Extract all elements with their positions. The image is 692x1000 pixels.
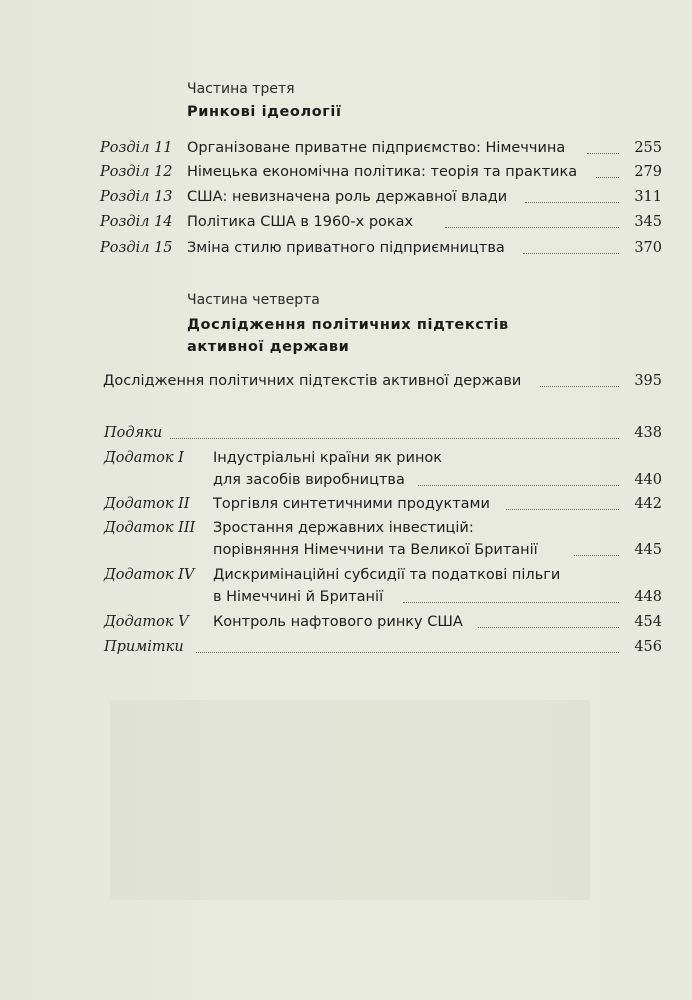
toc-entry-chapter-15[interactable] <box>0 240 692 264</box>
toc-entry-chapter-12[interactable] <box>0 164 692 188</box>
chapter-label: Розділ 15 <box>100 240 173 256</box>
appendix-title-line2: порівняння Німеччини та Великої Британії <box>213 542 538 558</box>
toc-entry-part-four[interactable] <box>0 373 692 397</box>
toc-entry-chapter-13[interactable] <box>0 189 692 213</box>
chapter-label: Розділ 14 <box>100 214 173 230</box>
toc-entry-appendix-5[interactable] <box>0 614 692 638</box>
page-number: 440 <box>634 472 662 488</box>
bleed-through <box>110 700 590 900</box>
toc-entry-appendix-4[interactable] <box>0 567 692 613</box>
toc-entry-appendix-3[interactable] <box>0 520 692 566</box>
appendix-title-line1: Індустріальні країни як ринок <box>213 450 443 466</box>
appendix-label: Додаток II <box>104 496 190 512</box>
page-number: 345 <box>634 214 662 230</box>
page-number: 279 <box>634 164 662 180</box>
page-number: 438 <box>634 425 662 441</box>
chapter-label: Розділ 11 <box>100 140 173 156</box>
dot-leader <box>523 253 619 254</box>
page-number: 311 <box>634 189 662 205</box>
chapter-title: Організоване приватне підприємство: Німеччина <box>187 140 566 156</box>
dot-leader <box>196 652 619 653</box>
page-number: 448 <box>634 589 662 605</box>
dot-leader <box>574 555 619 556</box>
appendix-title-line1: Дискримінаційні субсидії та податкові пільги <box>213 567 561 583</box>
dot-leader <box>445 227 619 228</box>
dot-leader <box>418 485 619 486</box>
chapter-title: Політика США в 1960-х роках <box>187 214 414 230</box>
appendix-label: Додаток V <box>104 614 189 630</box>
chapter-label: Розділ 12 <box>100 164 173 180</box>
appendix-label: Додаток I <box>104 450 184 466</box>
page-number: 255 <box>634 140 662 156</box>
part-four-label: Частина четверта <box>187 292 320 308</box>
page-number: 442 <box>634 496 662 512</box>
part-three-title: Ринкові ідеології <box>187 104 342 120</box>
dot-leader <box>170 438 619 439</box>
dot-leader <box>596 177 619 178</box>
part-four-title-line1: Дослідження політичних підтекстів <box>187 317 509 333</box>
entry-title: Дослідження політичних підтекстів активної держави <box>103 373 522 389</box>
appendix-title-line1: Зростання державних інвестицій: <box>213 520 474 536</box>
part-four-title-line2: активної держави <box>187 339 350 355</box>
dot-leader <box>478 627 619 628</box>
entry-label: Примітки <box>104 639 184 655</box>
appendix-title: Торгівля синтетичними продуктами <box>213 496 490 512</box>
page-number: 456 <box>634 639 662 655</box>
dot-leader <box>540 386 619 387</box>
toc-entry-chapter-11[interactable] <box>0 140 692 164</box>
page-number: 395 <box>634 373 662 389</box>
dot-leader <box>403 602 619 603</box>
dot-leader <box>587 153 619 154</box>
chapter-label: Розділ 13 <box>100 189 173 205</box>
chapter-title: США: невизначена роль державної влади <box>187 189 508 205</box>
chapter-title: Німецька економічна політика: теорія та практика <box>187 164 578 180</box>
appendix-title-line2: для засобів виробництва <box>213 472 405 488</box>
toc-entry-chapter-14[interactable] <box>0 214 692 238</box>
page-number: 370 <box>634 240 662 256</box>
chapter-title: Зміна стилю приватного підприємництва <box>187 240 505 256</box>
dot-leader <box>525 202 619 203</box>
toc-entry-appendix-2[interactable] <box>0 496 692 520</box>
toc-entry-acknowledgements[interactable] <box>0 425 692 449</box>
part-three-label: Частина третя <box>187 81 295 97</box>
appendix-title-line2: в Німеччині й Британії <box>213 589 384 605</box>
entry-label: Подяки <box>104 425 163 441</box>
page-number: 445 <box>634 542 662 558</box>
toc-entry-notes[interactable] <box>0 639 692 663</box>
page-number: 454 <box>634 614 662 630</box>
toc-entry-appendix-1[interactable] <box>0 450 692 496</box>
dot-leader <box>506 509 619 510</box>
appendix-label: Додаток IV <box>104 567 195 583</box>
appendix-label: Додаток III <box>104 520 196 536</box>
appendix-title: Контроль нафтового ринку США <box>213 614 463 630</box>
